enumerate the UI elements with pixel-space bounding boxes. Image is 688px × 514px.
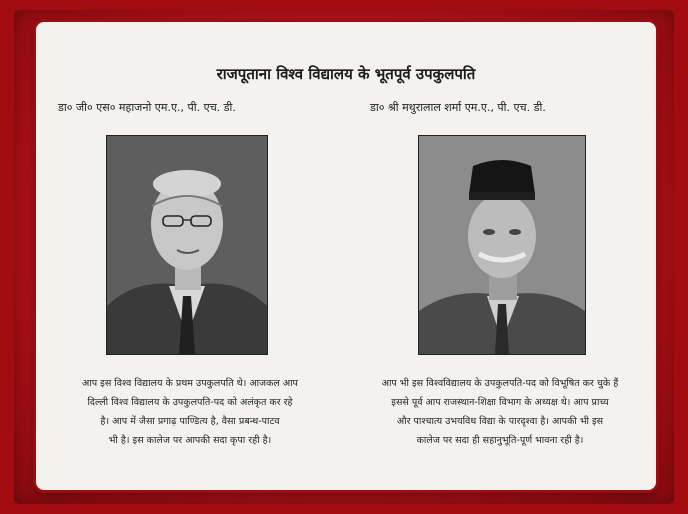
caption-line: दिल्ली विश्व विद्यालय के उपकुलपति-पद को अलंकृत कर रहे [87,397,293,408]
caption-line: आप भी इस विश्वविद्यालय के उपकुलपति-पद को विभूषित कर चुके हैं [381,378,619,389]
caption-line: है। आप में जैसा प्रगाढ़ पाण्डित्य है, वैसा प्रबन्ध-पाटव [100,416,280,427]
right-portrait-photo [418,135,586,355]
right-caption [350,374,650,450]
caption-line: भी है। इस कालेज पर आपकी सदा कृपा रही है। [108,435,272,446]
left-caption [44,374,336,450]
document-page [36,22,656,490]
right-person-name: डा० श्री मथुरालाल शर्मा एम.ए., पी. एच. डी. [370,101,546,114]
page-title: राजपूताना विश्व विद्यालय के भूतपूर्व उपकुलपति [216,65,476,83]
caption-line: आप इस विश्व विद्यालय के प्रथम उपकुलपति थे। आजकल आप [82,378,298,389]
caption-line: इससे पूर्व आप राजस्थान-शिक्षा विभाग के अध्यक्ष थे। आप प्राच्य [391,397,609,408]
left-portrait-photo [106,135,268,355]
caption-line: कालेज पर सदा ही सहानुभूति-पूर्ण भावना रही है। [416,435,584,446]
left-person-name: डा० जी० एस० महाजनो एम.ए., पी. एच. डी. [58,101,236,114]
caption-line: और पाश्चात्य उभयविध विद्या के पारदृश्वा है। आपकी भी इस [396,416,604,427]
